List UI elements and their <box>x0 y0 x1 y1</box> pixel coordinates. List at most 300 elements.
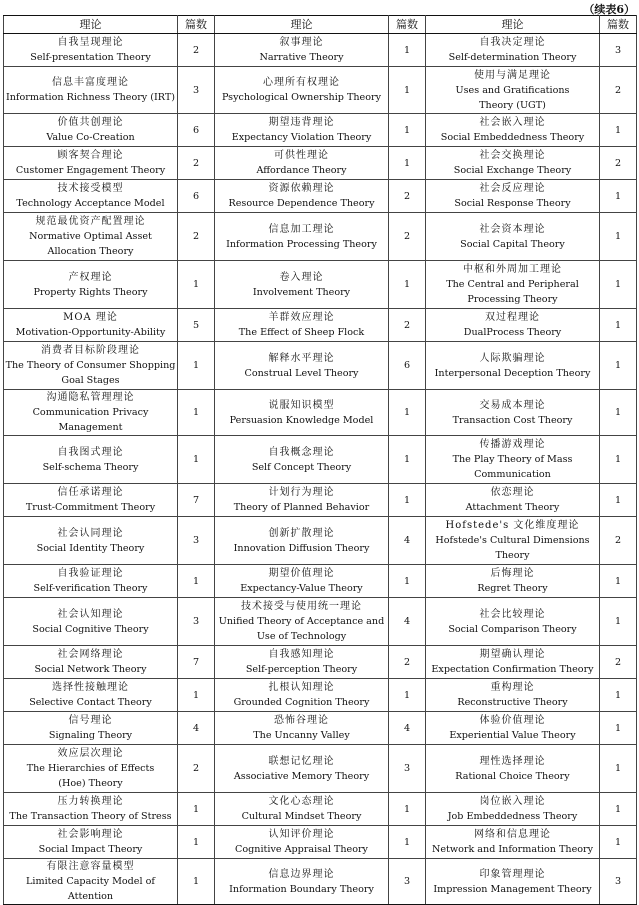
article-count: 1 <box>600 390 637 436</box>
theory-name-zh: 解释水平理论 <box>268 352 335 364</box>
theory-name-en: Transaction Cost Theory <box>452 414 573 426</box>
theory-name-en: (Hoe) Theory <box>58 778 123 789</box>
theory-name-en: Theory <box>495 550 530 561</box>
theory-name-en: The Effect of Sheep Flock <box>238 327 365 338</box>
article-count: 1 <box>389 67 426 114</box>
theory-name-zh: 信任承诺理论 <box>57 487 124 498</box>
theory-cell <box>215 484 389 517</box>
theory-cell <box>215 517 389 565</box>
theory-name-en: The Central and Peripheral <box>446 279 579 290</box>
theory-name-zh: 心理所有权理论 <box>263 77 340 88</box>
theory-cell <box>426 826 600 859</box>
theory-cell <box>4 517 178 565</box>
article-count: 3 <box>389 859 426 905</box>
article-count: 5 <box>178 309 215 342</box>
theory-name-en: Information Boundary Theory <box>229 883 374 895</box>
theory-name-zh: 文化心态理论 <box>268 796 335 807</box>
theory-name-zh: 社会反应理论 <box>479 183 546 194</box>
theory-name-zh: 信号理论 <box>68 715 113 726</box>
theory-name-en: Grounded Cognition Theory <box>233 697 370 708</box>
theory-cell <box>426 34 600 67</box>
theory-name-en: The Play Theory of Mass <box>452 454 573 465</box>
table-row <box>4 213 637 261</box>
theory-name-zh: 网络和信息理论 <box>474 829 551 840</box>
theory-name-en: Social Capital Theory <box>460 238 565 250</box>
theory-cell <box>4 342 178 390</box>
theory-name-zh: 社会认知理论 <box>57 608 124 620</box>
theory-name-zh: 技术接受与使用统一理论 <box>241 601 362 612</box>
theory-name-zh: 自我验证理论 <box>57 568 124 579</box>
header-count-3: 篇数 <box>600 16 637 34</box>
theory-name-zh: 社会资本理论 <box>479 223 546 235</box>
theory-cell <box>4 390 178 436</box>
article-count: 1 <box>600 342 637 390</box>
theory-cell <box>215 793 389 826</box>
article-count: 2 <box>600 517 637 565</box>
theory-cell <box>426 646 600 679</box>
theory-name-zh: 岗位嵌入理论 <box>479 796 546 807</box>
theory-cell <box>4 261 178 309</box>
theory-name-zh: 产权理论 <box>68 271 113 283</box>
header-theory-1: 理论 <box>4 16 178 34</box>
theory-cell <box>4 712 178 745</box>
continuation-label: （续表6） <box>583 3 635 16</box>
theory-cell <box>426 679 600 712</box>
article-count: 2 <box>389 309 426 342</box>
theory-cell <box>4 180 178 213</box>
theory-cell <box>215 180 389 213</box>
table-row <box>4 390 637 436</box>
theory-name-zh: 社会嵌入理论 <box>479 117 546 128</box>
theory-name-zh: 叙事理论 <box>279 37 324 48</box>
theory-name-zh: 羊群效应理论 <box>268 312 335 323</box>
theory-name-zh: 自我概念理论 <box>268 446 335 458</box>
article-count: 1 <box>389 436 426 484</box>
theory-name-en: Information Richness Theory (IRT) <box>5 92 176 103</box>
theory-name-en: Property Rights Theory <box>33 286 148 298</box>
table-row <box>4 180 637 213</box>
theory-cell <box>426 114 600 147</box>
theory-name-en: Goal Stages <box>61 375 120 386</box>
article-count: 3 <box>600 34 637 67</box>
table-row <box>4 67 637 114</box>
theory-name-en: Allocation Theory <box>47 246 134 257</box>
theory-cell <box>426 517 600 565</box>
theory-cell <box>4 484 178 517</box>
article-count: 1 <box>600 793 637 826</box>
theory-name-zh: MOA 理论 <box>63 312 118 323</box>
theory-cell <box>215 261 389 309</box>
table-row <box>4 309 637 342</box>
theory-cell <box>215 679 389 712</box>
theory-name-zh: 传播游戏理论 <box>479 439 546 450</box>
article-count: 2 <box>600 646 637 679</box>
article-count: 2 <box>178 34 215 67</box>
theory-name-zh: 使用与满足理论 <box>474 69 551 81</box>
theory-cell <box>426 793 600 826</box>
table-row <box>4 342 637 390</box>
theory-name-zh: 价值共创理论 <box>57 117 124 128</box>
theory-name-en: The Hierarchies of Effects <box>26 763 155 774</box>
theory-cell <box>4 859 178 905</box>
theory-name-en: Normative Optimal Asset <box>29 231 152 242</box>
theory-name-en: Reconstructive Theory <box>457 697 568 708</box>
theory-cell <box>4 826 178 859</box>
theory-name-en: Self Concept Theory <box>251 461 352 473</box>
theory-cell <box>426 390 600 436</box>
article-count: 1 <box>600 436 637 484</box>
theory-name-en: Self-determination Theory <box>448 52 577 63</box>
theory-name-en: The Uncanny Valley <box>253 730 350 741</box>
theory-name-zh: Hofstede's 文化维度理论 <box>445 520 580 531</box>
theory-cell <box>426 745 600 793</box>
theory-name-en: Social Impact Theory <box>38 844 143 855</box>
theory-cell <box>215 826 389 859</box>
article-count: 3 <box>389 745 426 793</box>
theory-cell <box>426 565 600 598</box>
theory-name-en: Self-verification Theory <box>33 583 148 594</box>
theory-cell <box>215 646 389 679</box>
theory-name-en: Social Response Theory <box>454 198 571 209</box>
table-row <box>4 712 637 745</box>
theory-name-en: Unified Theory of Acceptance and <box>218 616 385 627</box>
theory-name-en: Cognitive Appraisal Theory <box>235 844 368 855</box>
theory-name-en: Network and Information Theory <box>431 844 594 855</box>
theory-cell <box>426 261 600 309</box>
table-row <box>4 565 637 598</box>
theory-name-en: Communication <box>474 469 551 480</box>
theory-name-en: Hofstede's Cultural Dimensions <box>435 535 590 546</box>
theory-name-en: Cultural Mindset Theory <box>241 811 362 822</box>
article-count: 2 <box>600 147 637 180</box>
article-count: 6 <box>178 114 215 147</box>
table-row <box>4 436 637 484</box>
theory-name-en: Social Embeddedness Theory <box>440 132 585 143</box>
theory-name-zh: 重构理论 <box>490 682 535 693</box>
theory-cell <box>215 213 389 261</box>
theory-cell <box>215 147 389 180</box>
table-row <box>4 261 637 309</box>
theory-name-zh: 期望确认理论 <box>479 649 546 660</box>
table-row <box>4 793 637 826</box>
theory-cell <box>426 147 600 180</box>
theory-name-en: Interpersonal Deception Theory <box>434 367 591 379</box>
table-row <box>4 34 637 67</box>
header-theory-2: 理论 <box>215 16 389 34</box>
article-count: 4 <box>389 712 426 745</box>
article-count: 1 <box>178 565 215 598</box>
article-count: 2 <box>389 180 426 213</box>
theory-cell <box>4 67 178 114</box>
theory-name-en: Involvement Theory <box>252 286 351 298</box>
theory-name-en: Self-presentation Theory <box>30 52 151 63</box>
theory-name-en: Communication Privacy Management <box>32 407 149 433</box>
theory-name-zh: 依恋理论 <box>490 487 535 498</box>
theory-name-zh: 可供性理论 <box>274 150 329 161</box>
theory-name-en: Innovation Diffusion Theory <box>233 542 370 554</box>
article-count: 1 <box>178 261 215 309</box>
theory-name-zh: 信息加工理论 <box>268 223 335 235</box>
article-count: 4 <box>178 712 215 745</box>
theory-name-zh: 信息丰富度理论 <box>52 77 129 88</box>
theory-cell <box>426 436 600 484</box>
theory-name-en: Theory (UGT) <box>479 99 546 111</box>
theory-cell <box>426 213 600 261</box>
theory-name-en: Resource Dependence Theory <box>228 198 375 209</box>
article-count: 2 <box>178 213 215 261</box>
theory-name-en: Motivation-Opportunity-Ability <box>15 327 166 338</box>
theory-name-zh: 说服知识模型 <box>268 399 335 411</box>
table-row <box>4 745 637 793</box>
article-count: 1 <box>178 390 215 436</box>
article-count: 1 <box>178 859 215 905</box>
theory-cell <box>426 309 600 342</box>
theory-name-en: Expectation Confirmation Theory <box>431 664 594 675</box>
theory-name-zh: 中枢和外周加工理论 <box>463 264 562 275</box>
article-count: 1 <box>389 484 426 517</box>
theory-cell <box>4 309 178 342</box>
article-count: 4 <box>389 598 426 646</box>
article-count: 1 <box>389 114 426 147</box>
theory-name-zh: 双过程理论 <box>485 312 540 323</box>
theory-name-zh: 恐怖谷理论 <box>274 715 329 726</box>
theory-name-zh: 技术接受模型 <box>57 183 124 194</box>
article-count: 3 <box>178 598 215 646</box>
table-row <box>4 598 637 646</box>
theory-cell <box>215 342 389 390</box>
theory-name-en: Social Comparison Theory <box>448 623 577 635</box>
article-count: 1 <box>178 342 215 390</box>
table-row <box>4 517 637 565</box>
theory-name-en: Social Cognitive Theory <box>32 623 149 635</box>
theory-cell <box>215 565 389 598</box>
article-count: 1 <box>600 565 637 598</box>
article-count: 1 <box>178 793 215 826</box>
theory-table <box>3 15 637 905</box>
theory-cell <box>215 745 389 793</box>
theory-name-zh: 社会网络理论 <box>57 649 124 660</box>
article-count: 1 <box>389 147 426 180</box>
theory-cell <box>4 436 178 484</box>
theory-cell <box>215 390 389 436</box>
article-count: 1 <box>600 745 637 793</box>
article-count: 1 <box>600 180 637 213</box>
theory-name-en: Rational Choice Theory <box>455 770 570 782</box>
article-count: 3 <box>178 67 215 114</box>
theory-cell <box>4 646 178 679</box>
article-count: 6 <box>178 180 215 213</box>
theory-name-en: Customer Engagement Theory <box>15 165 166 176</box>
theory-cell <box>426 180 600 213</box>
theory-name-zh: 理性选择理论 <box>479 755 546 767</box>
theory-name-zh: 人际欺骗理论 <box>479 352 546 364</box>
theory-name-zh: 自我呈现理论 <box>57 37 124 48</box>
theory-name-en: Persuasion Knowledge Model <box>229 414 374 426</box>
theory-cell <box>426 484 600 517</box>
article-count: 1 <box>389 565 426 598</box>
article-count: 7 <box>178 484 215 517</box>
theory-name-en: Attachment Theory <box>465 502 560 513</box>
article-count: 2 <box>389 213 426 261</box>
theory-cell <box>426 859 600 905</box>
theory-cell <box>4 114 178 147</box>
theory-name-zh: 期望价值理论 <box>268 568 335 579</box>
article-count: 1 <box>178 826 215 859</box>
theory-name-zh: 创新扩散理论 <box>268 527 335 539</box>
theory-name-zh: 规范最优资产配置理论 <box>35 216 146 227</box>
article-count: 1 <box>389 679 426 712</box>
theory-name-zh: 顾客契合理论 <box>57 150 124 161</box>
theory-name-en: Signaling Theory <box>48 730 133 741</box>
theory-name-en: Self-schema Theory <box>42 461 139 473</box>
theory-cell <box>4 34 178 67</box>
article-count: 1 <box>600 712 637 745</box>
theory-name-en: Psychological Ownership Theory <box>221 92 382 103</box>
theory-cell <box>426 598 600 646</box>
theory-cell <box>4 793 178 826</box>
theory-cell <box>4 147 178 180</box>
theory-cell <box>215 34 389 67</box>
theory-name-zh: 社会比较理论 <box>479 608 546 620</box>
theory-name-en: Trust-Commitment Theory <box>25 502 156 513</box>
theory-name-en: Selective Contact Theory <box>29 697 152 708</box>
theory-name-zh: 有限注意容量模型 <box>46 861 135 872</box>
article-count: 1 <box>600 114 637 147</box>
theory-cell <box>4 598 178 646</box>
theory-name-zh: 效应层次理论 <box>57 748 124 759</box>
theory-name-en: Value Co-Creation <box>46 132 135 143</box>
theory-name-en: Associative Memory Theory <box>233 770 370 782</box>
article-count: 3 <box>178 517 215 565</box>
theory-name-en: The Transaction Theory of Stress <box>9 811 172 822</box>
theory-name-zh: 卷入理论 <box>279 271 324 283</box>
article-count: 1 <box>600 213 637 261</box>
theory-name-en: Social Network Theory <box>34 664 147 675</box>
article-count: 1 <box>389 390 426 436</box>
theory-name-zh: 沟通隐私管理理论 <box>46 392 135 403</box>
theory-name-en: The Theory of Consumer Shopping <box>5 360 176 371</box>
theory-cell <box>215 859 389 905</box>
table-row <box>4 484 637 517</box>
theory-name-zh: 自我决定理论 <box>479 37 546 48</box>
theory-name-zh: 扎根认知理论 <box>268 682 335 693</box>
theory-name-en: Expectancy-Value Theory <box>240 583 363 594</box>
theory-name-zh: 计划行为理论 <box>268 487 335 498</box>
theory-name-zh: 体验价值理论 <box>479 715 546 726</box>
article-count: 1 <box>389 793 426 826</box>
table-row <box>4 114 637 147</box>
theory-name-zh: 自我感知理论 <box>268 649 335 660</box>
theory-name-en: Construal Level Theory <box>244 367 359 379</box>
theory-name-zh: 社会认同理论 <box>57 527 124 539</box>
theory-name-en: Information Processing Theory <box>226 238 377 250</box>
theory-name-zh: 后悔理论 <box>490 568 535 579</box>
theory-cell <box>426 712 600 745</box>
theory-cell <box>215 598 389 646</box>
theory-name-en: Impression Management Theory <box>433 883 592 895</box>
article-count: 1 <box>389 261 426 309</box>
header-theory-3: 理论 <box>426 16 600 34</box>
header-count-2: 篇数 <box>389 16 426 34</box>
theory-name-en: Theory of Planned Behavior <box>233 502 370 513</box>
theory-cell <box>215 436 389 484</box>
article-count: 1 <box>600 261 637 309</box>
theory-name-zh: 自我图式理论 <box>57 446 124 458</box>
theory-name-en: Processing Theory <box>467 294 558 305</box>
theory-name-zh: 选择性接触理论 <box>52 682 129 693</box>
table-row <box>4 646 637 679</box>
theory-name-zh: 资源依赖理论 <box>268 183 335 194</box>
theory-name-en: DualProcess Theory <box>463 327 562 338</box>
theory-name-zh: 压力转换理论 <box>57 796 124 807</box>
theory-cell <box>215 309 389 342</box>
theory-name-en: Social Exchange Theory <box>453 165 572 176</box>
theory-name-en: Use of Technology <box>256 631 347 642</box>
theory-cell <box>4 745 178 793</box>
theory-cell <box>4 679 178 712</box>
theory-name-en: Regret Theory <box>477 583 548 594</box>
theory-name-en: Affordance Theory <box>256 165 347 176</box>
article-count: 4 <box>389 517 426 565</box>
theory-cell <box>215 67 389 114</box>
article-count: 1 <box>600 484 637 517</box>
article-count: 1 <box>600 598 637 646</box>
theory-name-zh: 社会交换理论 <box>479 150 546 161</box>
theory-cell <box>426 67 600 114</box>
theory-name-en: Social Identity Theory <box>36 542 145 554</box>
theory-name-zh: 社会影响理论 <box>57 829 124 840</box>
theory-name-zh: 交易成本理论 <box>479 399 546 411</box>
table-row <box>4 859 637 905</box>
article-count: 7 <box>178 646 215 679</box>
article-count: 2 <box>178 147 215 180</box>
theory-name-zh: 印象管理理论 <box>479 868 546 880</box>
table-row <box>4 679 637 712</box>
theory-name-zh: 联想记忆理论 <box>268 755 335 767</box>
theory-name-en: Job Embeddedness Theory <box>447 811 578 822</box>
theory-name-zh: 期望违背理论 <box>268 117 335 128</box>
theory-name-zh: 消费者目标阶段理论 <box>41 345 140 356</box>
theory-name-zh: 认知评价理论 <box>268 829 335 840</box>
header-count-1: 篇数 <box>178 16 215 34</box>
theory-name-en: Narrative Theory <box>259 52 344 63</box>
theory-cell <box>215 712 389 745</box>
article-count: 2 <box>178 745 215 793</box>
table-row <box>4 147 637 180</box>
table-header-row <box>4 16 637 34</box>
article-count: 1 <box>600 679 637 712</box>
article-count: 2 <box>389 646 426 679</box>
article-count: 1 <box>600 826 637 859</box>
theory-name-en: Self-perception Theory <box>245 664 358 675</box>
theory-name-en: Technology Acceptance Model <box>16 198 165 209</box>
theory-name-zh: 信息边界理论 <box>268 868 335 880</box>
article-count: 3 <box>600 859 637 905</box>
article-count: 1 <box>178 436 215 484</box>
theory-cell <box>4 213 178 261</box>
theory-cell <box>426 342 600 390</box>
article-count: 1 <box>389 34 426 67</box>
theory-cell <box>4 565 178 598</box>
theory-name-en: Expectancy Violation Theory <box>231 132 372 143</box>
article-count: 1 <box>178 679 215 712</box>
article-count: 2 <box>600 67 637 114</box>
theory-cell <box>215 114 389 147</box>
theory-name-en: Limited Capacity Model of Attention <box>26 876 155 902</box>
article-count: 6 <box>389 342 426 390</box>
theory-name-en: Experiential Value Theory <box>449 730 576 741</box>
table-row <box>4 826 637 859</box>
